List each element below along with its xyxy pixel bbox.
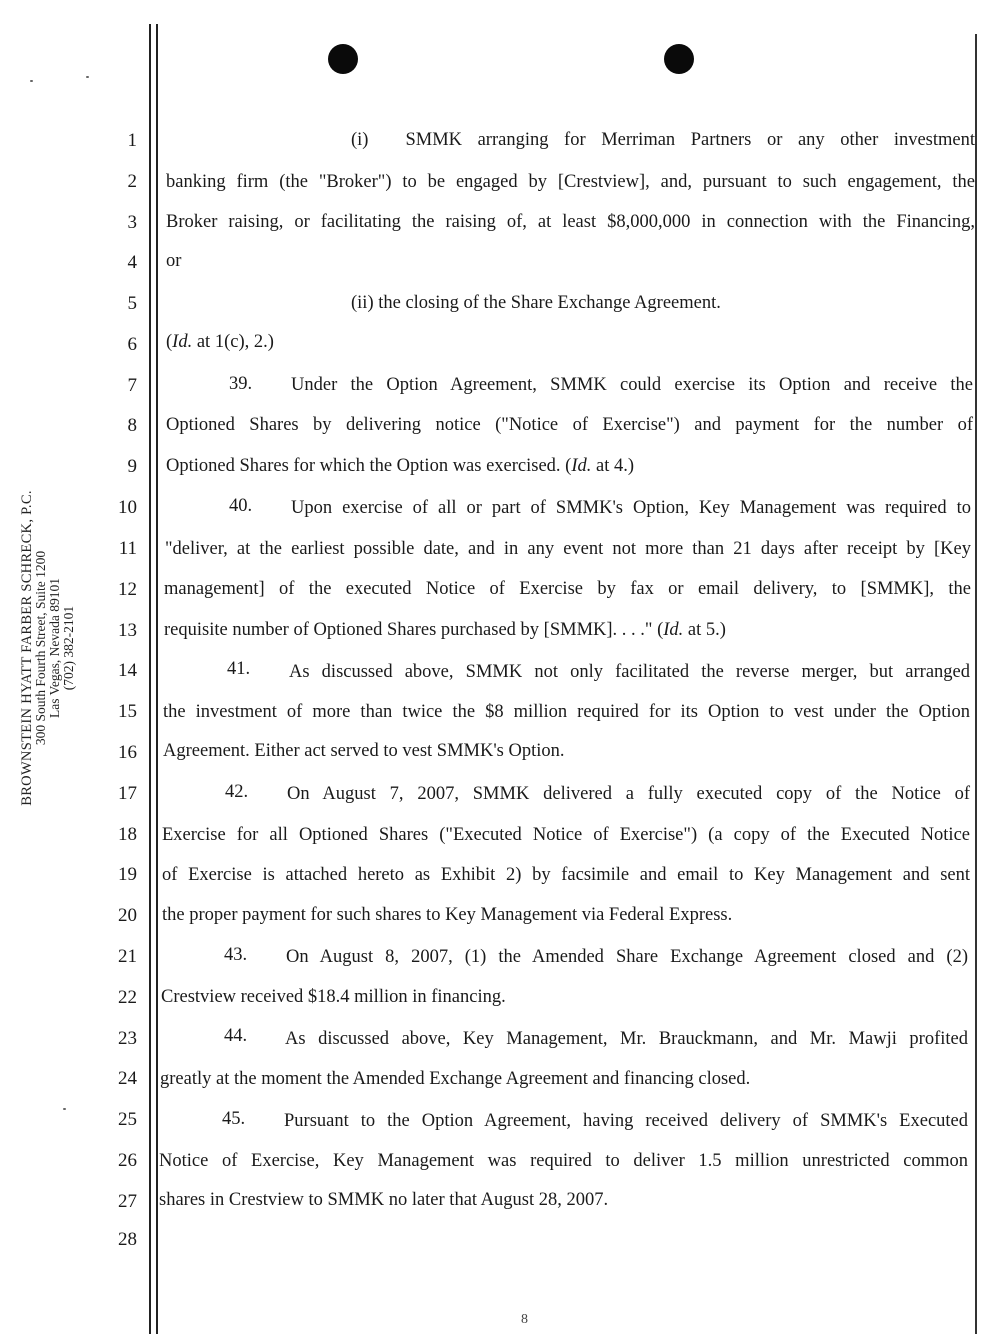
body-line <box>166 455 634 477</box>
body-line: "deliver, at the earliest possible date, and in any event not more than 21 days after receipt by [Key <box>165 539 971 559</box>
line-number: 11 <box>118 538 137 559</box>
line-number: 21 <box>118 946 137 967</box>
law-firm-sidebar <box>20 478 76 818</box>
body-line: As discussed above, SMMK not only facilitated the reverse merger, but arranged <box>289 662 970 682</box>
body-text: Optioned Shares for which the Option was exercised. ( <box>166 456 572 476</box>
body-line: On August 7, 2007, SMMK delivered a fully executed copy of the Notice of <box>287 784 970 804</box>
line-number: 6 <box>127 334 137 355</box>
right-margin-rule <box>975 34 977 1334</box>
body-line: (ii) the closing of the Share Exchange Agreement. <box>351 293 721 313</box>
line-number: 23 <box>118 1028 137 1049</box>
line-number: 3 <box>127 212 137 233</box>
left-margin-rule <box>149 24 151 1334</box>
paragraph-number: 39. <box>229 374 253 394</box>
body-line: greatly at the moment the Amended Exchange Agreement and financing closed. <box>160 1069 751 1089</box>
paragraph-number: 45. <box>222 1109 246 1129</box>
citation-text: at 1(c), 2.) <box>192 332 274 352</box>
firm-name: BROWNSTEIN HYATT FARBER SCHRECK, P.C. <box>19 490 35 806</box>
line-number: 7 <box>127 375 137 396</box>
line-number: 12 <box>118 579 137 600</box>
body-line: Upon exercise of all or part of SMMK's Option, Key Management was required to <box>291 498 971 518</box>
line-number: 8 <box>127 415 137 436</box>
body-line: Notice of Exercise, Key Management was required to deliver 1.5 million unrestricted common <box>159 1151 968 1171</box>
left-margin-rule <box>156 24 158 1334</box>
body-line: management] of the executed Notice of Exercise by fax or email delivery, to [SMMK], the <box>164 579 971 599</box>
paragraph-number: 41. <box>227 659 251 679</box>
line-number: 20 <box>118 905 137 926</box>
firm-city: Las Vegas, Nevada 89101 <box>47 578 62 718</box>
body-line: As discussed above, Key Management, Mr. Brauckmann, and Mr. Mawji profited <box>285 1029 968 1049</box>
citation-line: (Id. at 1(c), 2.) <box>166 332 274 352</box>
line-number: 14 <box>118 660 137 681</box>
paragraph-number: 44. <box>224 1026 248 1046</box>
body-line: Pursuant to the Option Agreement, having received delivery of SMMK's Executed <box>284 1111 968 1131</box>
line-number: 24 <box>118 1068 137 1089</box>
firm-phone: (702) 382-2101 <box>61 605 76 691</box>
body-line: Exercise for all Optioned Shares ("Executed Notice of Exercise") (a copy of the Executed Notice <box>162 825 970 845</box>
punch-hole <box>664 44 694 74</box>
paragraph-number: 43. <box>224 945 248 965</box>
line-number: 2 <box>127 171 137 192</box>
body-line: or <box>166 251 182 271</box>
line-number: 28 <box>118 1229 137 1250</box>
punch-hole <box>328 44 358 74</box>
body-text: requisite number of Optioned Shares purchased by [SMMK]. . . ." ( <box>164 620 664 640</box>
line-number: 25 <box>118 1109 137 1130</box>
id-citation: Id. <box>172 332 193 352</box>
line-number: 18 <box>118 824 137 845</box>
body-line: Crestview received $18.4 million in financing. <box>161 987 506 1007</box>
body-line: shares in Crestview to SMMK no later that August 28, 2007. <box>159 1190 609 1210</box>
firm-address: 300 South Fourth Street, Suite 1200 <box>33 550 48 746</box>
body-line: banking firm (the "Broker") to be engaged by [Crestview], and, pursuant to such engagement, the <box>166 172 975 192</box>
body-line: Optioned Shares by delivering notice ("Notice of Exercise") and payment for the number of <box>166 415 973 435</box>
id-citation: Id. <box>571 456 592 476</box>
scan-speck <box>63 1108 66 1110</box>
line-number: 4 <box>127 252 137 273</box>
body-text: at 4.) <box>591 456 635 476</box>
paragraph-number: 42. <box>225 782 249 802</box>
line-number: 22 <box>118 987 137 1008</box>
paragraph-number: 40. <box>229 496 253 516</box>
line-number: 13 <box>118 620 137 641</box>
line-number: 15 <box>118 701 137 722</box>
line-number: 19 <box>118 864 137 885</box>
line-number: 10 <box>118 497 137 518</box>
body-line: On August 8, 2007, (1) the Amended Share Exchange Agreement closed and (2) <box>286 947 968 967</box>
body-line: of Exercise is attached hereto as Exhibit 2) by facsimile and email to Key Management and sent <box>162 865 970 885</box>
line-number: 27 <box>118 1191 137 1212</box>
body-line: the proper payment for such shares to Key Management via Federal Express. <box>162 905 733 925</box>
line-number: 5 <box>127 293 137 314</box>
body-line: (i) SMMK arranging for Merriman Partners or any other investment <box>351 130 975 150</box>
body-text: at 5.) <box>683 620 726 640</box>
line-number: 1 <box>127 130 137 151</box>
id-citation: Id. <box>663 620 684 640</box>
body-line: Agreement. Either act served to vest SMMK's Option. <box>163 741 565 761</box>
line-number: 9 <box>127 456 137 477</box>
body-line: the investment of more than twice the $8 million required for its Option to vest under the Option <box>163 702 970 722</box>
body-line: Broker raising, or facilitating the raising of, at least $8,000,000 in connection with the Financing, <box>166 212 975 232</box>
scan-speck <box>86 76 89 78</box>
scan-speck <box>30 80 33 82</box>
body-line: Under the Option Agreement, SMMK could exercise its Option and receive the <box>291 375 973 395</box>
line-number: 26 <box>118 1150 137 1171</box>
line-number: 16 <box>118 742 137 763</box>
line-number: 17 <box>118 783 137 804</box>
page-number: 8 <box>521 1312 528 1327</box>
body-line <box>164 619 726 641</box>
